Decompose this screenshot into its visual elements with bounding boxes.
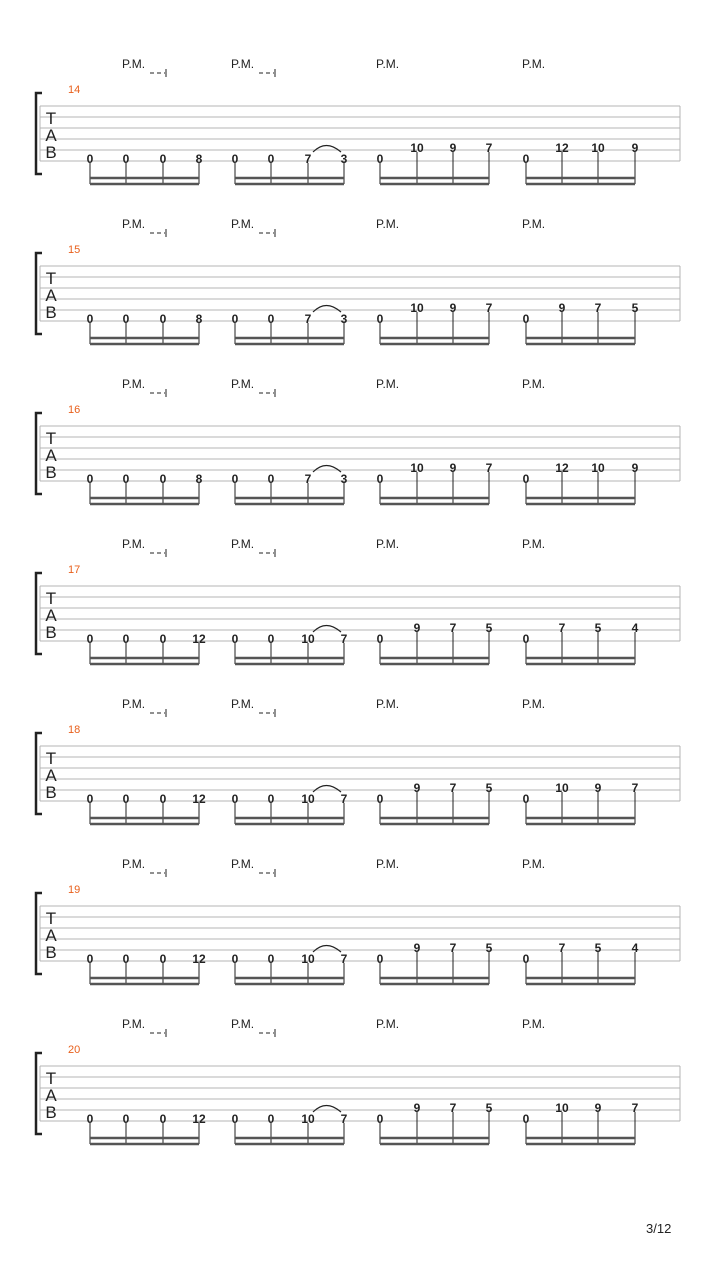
- fret-number: 0: [159, 792, 167, 806]
- fret-number: 12: [192, 632, 206, 646]
- beamed-note-group: [377, 621, 493, 664]
- palm-mute-marking: [522, 857, 545, 871]
- fret-number: 0: [522, 632, 530, 646]
- palm-mute-label: P.M.: [231, 377, 255, 391]
- fret-number: 0: [522, 312, 530, 326]
- palm-mute-label: P.M.: [376, 697, 400, 711]
- fret-number: 0: [122, 792, 130, 806]
- beamed-note-group: [87, 152, 203, 184]
- palm-mute-marking: [231, 537, 275, 557]
- fret-number: 3: [340, 152, 348, 166]
- slur: [313, 946, 341, 953]
- beamed-note-group: [87, 952, 206, 984]
- palm-mute-marking: [122, 217, 166, 237]
- palm-mute-marking: [122, 57, 166, 77]
- tab-clef-letter: B: [45, 303, 57, 322]
- fret-number: 7: [340, 632, 348, 646]
- fret-number: 7: [485, 301, 493, 315]
- fret-number: 8: [195, 472, 203, 486]
- fret-number: 0: [267, 792, 275, 806]
- fret-number: 9: [631, 461, 639, 475]
- palm-mute-marking: [376, 697, 399, 711]
- fret-number: 0: [376, 792, 384, 806]
- palm-mute-label: P.M.: [231, 57, 255, 71]
- palm-mute-marking: [122, 537, 166, 557]
- measure-number: 19: [68, 884, 81, 896]
- fret-number: 0: [522, 952, 530, 966]
- fret-number: 9: [413, 1101, 421, 1115]
- tab-system: [36, 697, 680, 824]
- fret-number: 10: [410, 461, 424, 475]
- fret-number: 0: [86, 472, 94, 486]
- fret-number: 0: [522, 472, 530, 486]
- palm-mute-marking: [522, 377, 545, 391]
- beamed-note-group: [232, 626, 348, 665]
- tab-clef-letter: T: [45, 429, 57, 448]
- fret-number: 5: [485, 621, 493, 635]
- fret-number: 0: [122, 472, 130, 486]
- fret-number: 0: [231, 152, 239, 166]
- palm-mute-marking: [122, 857, 166, 877]
- system-bracket: [36, 253, 42, 334]
- tab-clef-letter: T: [45, 909, 57, 928]
- palm-mute-marking: [522, 57, 545, 71]
- fret-number: 0: [122, 952, 130, 966]
- beamed-note-group: [232, 466, 348, 505]
- palm-mute-label: P.M.: [122, 57, 146, 71]
- fret-number: 8: [195, 312, 203, 326]
- palm-mute-label: P.M.: [122, 857, 146, 871]
- fret-number: 12: [555, 461, 569, 475]
- palm-mute-marking: [231, 697, 275, 717]
- fret-number: 8: [195, 152, 203, 166]
- beamed-note-group: [377, 141, 493, 184]
- palm-mute-marking: [122, 697, 166, 717]
- slur: [313, 786, 341, 793]
- palm-mute-label: P.M.: [231, 1017, 255, 1031]
- beamed-note-group: [232, 306, 348, 345]
- palm-mute-label: P.M.: [122, 697, 146, 711]
- measure-number: 15: [68, 244, 81, 256]
- beamed-note-group: [377, 1101, 493, 1144]
- palm-mute-marking: [231, 57, 275, 77]
- palm-mute-marking: [376, 537, 399, 551]
- tab-clef-letter: T: [45, 749, 57, 768]
- fret-number: 0: [267, 152, 275, 166]
- fret-number: 9: [631, 141, 639, 155]
- system-bracket: [36, 893, 42, 974]
- fret-number: 4: [631, 941, 639, 955]
- palm-mute-label: P.M.: [231, 217, 255, 231]
- palm-mute-label: P.M.: [522, 1017, 546, 1031]
- fret-number: 10: [301, 952, 315, 966]
- palm-mute-marking: [231, 857, 275, 877]
- tab-system: [36, 57, 680, 184]
- palm-mute-label: P.M.: [231, 537, 255, 551]
- fret-number: 0: [267, 632, 275, 646]
- fret-number: 7: [449, 621, 457, 635]
- fret-number: 5: [485, 941, 493, 955]
- fret-number: 9: [413, 781, 421, 795]
- measure-number: 16: [68, 404, 81, 416]
- system-bracket: [36, 413, 42, 494]
- palm-mute-marking: [522, 697, 545, 711]
- beamed-note-group: [87, 472, 203, 504]
- tab-clef-letter: T: [45, 109, 57, 128]
- tab-clef-letter: A: [45, 446, 57, 465]
- fret-number: 0: [522, 1112, 530, 1126]
- fret-number: 9: [594, 1101, 602, 1115]
- fret-number: 0: [376, 632, 384, 646]
- measure-number: 14: [68, 84, 81, 96]
- system-bracket: [36, 93, 42, 174]
- palm-mute-marking: [231, 377, 275, 397]
- fret-number: 0: [376, 1112, 384, 1126]
- slur: [313, 466, 341, 473]
- fret-number: 12: [192, 952, 206, 966]
- beamed-note-group: [523, 461, 639, 504]
- fret-number: 7: [304, 312, 312, 326]
- tab-clef-letter: B: [45, 943, 57, 962]
- fret-number: 10: [301, 1112, 315, 1126]
- palm-mute-marking: [522, 217, 545, 231]
- palm-mute-label: P.M.: [231, 857, 255, 871]
- palm-mute-label: P.M.: [522, 697, 546, 711]
- fret-number: 5: [485, 1101, 493, 1115]
- palm-mute-label: P.M.: [376, 57, 400, 71]
- palm-mute-marking: [376, 57, 399, 71]
- fret-number: 10: [301, 632, 315, 646]
- beamed-note-group: [377, 301, 493, 344]
- fret-number: 9: [413, 621, 421, 635]
- palm-mute-label: P.M.: [122, 217, 146, 231]
- fret-number: 10: [410, 141, 424, 155]
- slur: [313, 146, 341, 153]
- beamed-note-group: [523, 941, 639, 984]
- palm-mute-label: P.M.: [376, 537, 400, 551]
- palm-mute-marking: [522, 1017, 545, 1031]
- palm-mute-label: P.M.: [376, 1017, 400, 1031]
- fret-number: 10: [591, 461, 605, 475]
- fret-number: 0: [122, 312, 130, 326]
- tab-clef-letter: A: [45, 606, 57, 625]
- fret-number: 3: [340, 312, 348, 326]
- palm-mute-label: P.M.: [522, 377, 546, 391]
- tab-clef-letter: T: [45, 1069, 57, 1088]
- tab-clef-letter: T: [45, 269, 57, 288]
- tab-system: [36, 857, 680, 984]
- palm-mute-marking: [122, 1017, 166, 1037]
- fret-number: 9: [449, 141, 457, 155]
- fret-number: 0: [267, 1112, 275, 1126]
- fret-number: 0: [159, 632, 167, 646]
- tab-clef-letter: A: [45, 286, 57, 305]
- measure-number: 17: [68, 564, 81, 576]
- fret-number: 0: [231, 952, 239, 966]
- beamed-note-group: [232, 1106, 348, 1145]
- fret-number: 5: [594, 621, 602, 635]
- beamed-note-group: [523, 781, 639, 824]
- fret-number: 7: [449, 781, 457, 795]
- palm-mute-marking: [376, 377, 399, 391]
- fret-number: 0: [86, 312, 94, 326]
- fret-number: 0: [267, 312, 275, 326]
- beamed-note-group: [377, 941, 493, 984]
- palm-mute-marking: [376, 857, 399, 871]
- fret-number: 7: [558, 941, 566, 955]
- palm-mute-label: P.M.: [376, 377, 400, 391]
- fret-number: 0: [86, 152, 94, 166]
- tab-system: [36, 217, 680, 344]
- system-bracket: [36, 1053, 42, 1134]
- tab-clef-letter: B: [45, 463, 57, 482]
- fret-number: 0: [231, 792, 239, 806]
- fret-number: 0: [159, 312, 167, 326]
- beamed-note-group: [87, 632, 206, 664]
- fret-number: 7: [558, 621, 566, 635]
- beamed-note-group: [232, 146, 348, 185]
- fret-number: 0: [159, 152, 167, 166]
- fret-number: 4: [631, 621, 639, 635]
- fret-number: 0: [159, 952, 167, 966]
- fret-number: 0: [122, 632, 130, 646]
- beamed-note-group: [523, 1101, 639, 1144]
- beamed-note-group: [377, 781, 493, 824]
- fret-number: 0: [267, 952, 275, 966]
- fret-number: 7: [631, 781, 639, 795]
- beamed-note-group: [232, 946, 348, 985]
- fret-number: 0: [86, 792, 94, 806]
- tab-system: [36, 377, 680, 504]
- fret-number: 7: [304, 152, 312, 166]
- beamed-note-group: [87, 1112, 206, 1144]
- fret-number: 3: [340, 472, 348, 486]
- fret-number: 10: [301, 792, 315, 806]
- beamed-note-group: [523, 621, 639, 664]
- fret-number: 0: [159, 1112, 167, 1126]
- tab-clef-letter: A: [45, 926, 57, 945]
- fret-number: 0: [376, 952, 384, 966]
- palm-mute-label: P.M.: [122, 1017, 146, 1031]
- fret-number: 9: [594, 781, 602, 795]
- fret-number: 7: [449, 1101, 457, 1115]
- fret-number: 7: [485, 461, 493, 475]
- fret-number: 0: [376, 472, 384, 486]
- fret-number: 7: [485, 141, 493, 155]
- fret-number: 9: [449, 461, 457, 475]
- fret-number: 0: [86, 952, 94, 966]
- palm-mute-label: P.M.: [231, 697, 255, 711]
- fret-number: 0: [267, 472, 275, 486]
- beamed-note-group: [87, 312, 203, 344]
- fret-number: 9: [413, 941, 421, 955]
- palm-mute-label: P.M.: [522, 537, 546, 551]
- palm-mute-label: P.M.: [122, 377, 146, 391]
- fret-number: 0: [376, 312, 384, 326]
- fret-number: 0: [376, 152, 384, 166]
- slur: [313, 1106, 341, 1113]
- tab-clef-letter: B: [45, 1103, 57, 1122]
- fret-number: 0: [159, 472, 167, 486]
- fret-number: 7: [340, 792, 348, 806]
- fret-number: 7: [449, 941, 457, 955]
- palm-mute-label: P.M.: [522, 217, 546, 231]
- fret-number: 5: [485, 781, 493, 795]
- tab-clef-letter: B: [45, 623, 57, 642]
- palm-mute-marking: [522, 537, 545, 551]
- fret-number: 5: [594, 941, 602, 955]
- fret-number: 0: [122, 152, 130, 166]
- palm-mute-label: P.M.: [376, 857, 400, 871]
- tab-clef-letter: B: [45, 783, 57, 802]
- fret-number: 9: [449, 301, 457, 315]
- palm-mute-marking: [231, 1017, 275, 1037]
- fret-number: 10: [591, 141, 605, 155]
- tab-clef-letter: B: [45, 143, 57, 162]
- palm-mute-marking: [376, 217, 399, 231]
- palm-mute-marking: [376, 1017, 399, 1031]
- fret-number: 5: [631, 301, 639, 315]
- palm-mute-marking: [122, 377, 166, 397]
- beamed-note-group: [523, 301, 639, 344]
- fret-number: 0: [522, 792, 530, 806]
- beamed-note-group: [523, 141, 639, 184]
- fret-number: 12: [192, 1112, 206, 1126]
- fret-number: 0: [86, 1112, 94, 1126]
- system-bracket: [36, 733, 42, 814]
- fret-number: 12: [192, 792, 206, 806]
- fret-number: 7: [340, 1112, 348, 1126]
- fret-number: 7: [631, 1101, 639, 1115]
- fret-number: 0: [86, 632, 94, 646]
- tab-clef-letter: T: [45, 589, 57, 608]
- palm-mute-label: P.M.: [376, 217, 400, 231]
- system-bracket: [36, 573, 42, 654]
- fret-number: 10: [410, 301, 424, 315]
- fret-number: 0: [231, 312, 239, 326]
- fret-number: 0: [522, 152, 530, 166]
- fret-number: 7: [594, 301, 602, 315]
- tab-system: [36, 537, 680, 664]
- slur: [313, 626, 341, 633]
- fret-number: 0: [231, 632, 239, 646]
- fret-number: 9: [558, 301, 566, 315]
- tab-clef-letter: A: [45, 766, 57, 785]
- palm-mute-label: P.M.: [522, 57, 546, 71]
- palm-mute-label: P.M.: [522, 857, 546, 871]
- fret-number: 10: [555, 781, 569, 795]
- tab-clef-letter: A: [45, 126, 57, 145]
- fret-number: 10: [555, 1101, 569, 1115]
- tab-system: [36, 1017, 680, 1144]
- beamed-note-group: [87, 792, 206, 824]
- fret-number: 7: [340, 952, 348, 966]
- palm-mute-marking: [231, 217, 275, 237]
- page-number: 3/12: [646, 1221, 672, 1236]
- beamed-note-group: [232, 786, 348, 825]
- measure-number: 18: [68, 724, 81, 736]
- palm-mute-label: P.M.: [122, 537, 146, 551]
- fret-number: 7: [304, 472, 312, 486]
- beamed-note-group: [377, 461, 493, 504]
- fret-number: 0: [231, 1112, 239, 1126]
- fret-number: 0: [231, 472, 239, 486]
- measure-number: 20: [68, 1044, 81, 1056]
- tab-clef-letter: A: [45, 1086, 57, 1105]
- fret-number: 0: [122, 1112, 130, 1126]
- fret-number: 12: [555, 141, 569, 155]
- slur: [313, 306, 341, 313]
